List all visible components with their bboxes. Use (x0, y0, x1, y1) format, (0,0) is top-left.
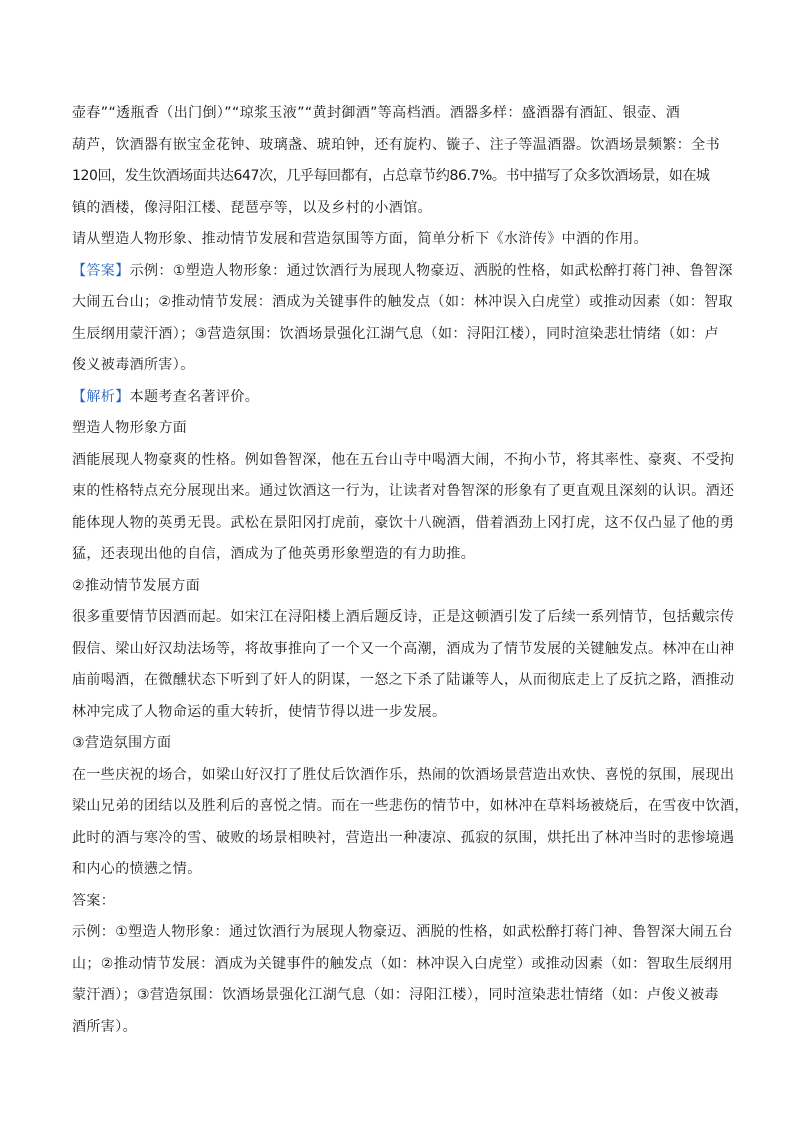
final-answer-label: 答案： (72, 892, 116, 909)
final-answer-line: 蒙汗酒）；③营造氛围：饮酒场景强化江湖气息（如：浔阳江楼），同时渲染悲壮情绪（如：卢俊义被毒 (72, 987, 719, 1003)
intro-line: 壶春”“透瓶香（出门倒）”“琼浆玉液”“黄封御酒”等高档酒。酒器多样：盛酒器有酒缸、银壶、酒 (72, 105, 681, 121)
answer-tag: 【答案】 (72, 262, 130, 279)
question-text: 请从塑造人物形象、推动情节发展和营造氛围等方面，简单分析下《水浒传》中酒的作用。 (72, 231, 648, 247)
section-heading: ②推动情节发展方面 (72, 577, 201, 594)
answer-line (72, 256, 732, 288)
intro-line: 葫芦，饮酒器有嵌宝金花钟、玻璃盏、琥珀钟，还有旋杓、镟子、注子等温酒器。饮酒场景频繁：全书 (72, 136, 720, 153)
paragraph-line: 此时的酒与寒冷的雪、破败的场景相映衬，营造出一种凄凉、孤寂的氛围，烘托出了林冲当时的悲惨境遇 (72, 829, 735, 846)
final-answer-line: 示例：①塑造人物形象：通过饮酒行为展现人物豪迈、洒脱的性格，如武松醉打蒋门神、鲁智深大闹五台 (72, 924, 733, 940)
paragraph-line: 梁山兄弟的团结以及胜利后的喜悦之情。而在一些悲伤的情节中，如林冲在草料场被烧后，在雪夜中饮酒， (72, 798, 749, 814)
paragraph-line: 和内心的愤懑之情。 (72, 861, 202, 877)
analysis-tag: 【解析】 (72, 388, 130, 405)
section-heading: ③营造氛围方面 (72, 735, 172, 751)
answer-text: 示例：①塑造人物形象：通过饮酒行为展现人物豪迈、洒脱的性格，如武松醉打蒋门神、鲁智深 (129, 262, 733, 279)
paragraph-line: 假信、梁山好汉劫法场等，将故事推向了一个又一个高潮，酒成为了情节发展的关键触发点。林冲在山神 (72, 640, 735, 657)
answer-line: 生辰纲用蒙汗酒）；③营造氛围：饮酒场景强化江湖气息（如：浔阳江楼），同时渲染悲壮情绪（如：卢 (72, 325, 719, 342)
paragraph-line: 庙前喝酒，在微醺状态下听到了奸人的阴谋，一怒之下杀了陆谦等人，从而彻底走上了反抗之路，酒推动 (72, 672, 735, 688)
paragraph-line: 在一些庆祝的场合，如梁山好汉打了胜仗后饮酒作乐，热闹的饮酒场景营造出欢快、喜悦的氛围，展现出 (72, 766, 735, 783)
paragraph-line: 很多重要情节因酒而起。如宋江在浔阳楼上酒后题反诗，正是这顿酒引发了后续一系列情节，包括戴宗传 (72, 609, 735, 625)
answer-line: 大闹五台山；②推动情节发展：酒成为关键事件的触发点（如：林冲误入白虎堂）或推动因素（如：智取 (72, 294, 733, 310)
final-answer-line: 酒所害）。 (72, 1018, 137, 1035)
paragraph-line: 能体现人物的英勇无畏。武松在景阳冈打虎前，豪饮十八碗酒，借着酒劲上冈打虎，这不仅凸显了他的勇 (72, 514, 735, 531)
paragraph-line: 林冲完成了人物命运的重大转折，使情节得以进一步发展。 (72, 703, 447, 720)
answer-line: 俊义被毒酒所害）。 (72, 357, 195, 373)
section-heading: 塑造人物形象方面 (72, 420, 188, 436)
analysis-line (72, 382, 732, 414)
intro-line: 120回，发生饮酒场面共达647次，几乎每回都有，占总章节约86.7%。书中描写了众多饮酒场景，如在城 (72, 168, 710, 184)
paragraph-line: 束的性格特点充分展现出来。通过饮酒这一行为，让读者对鲁智深的形象有了更直观且深刻的认识。酒还 (72, 483, 735, 499)
intro-line: 镇的酒楼，像浔阳江楼、琵琶亭等，以及乡村的小酒馆。 (72, 199, 432, 216)
document-page (72, 98, 749, 1043)
final-answer-line: 山；②推动情节发展：酒成为关键事件的触发点（如：林冲误入白虎堂）或推动因素（如：智取生辰纲用 (72, 955, 733, 972)
paragraph-line: 酒能展现人物豪爽的性格。例如鲁智深，他在五台山寺中喝酒大闹，不拘小节，将其率性、豪爽、不受拘 (72, 451, 735, 468)
paragraph-line: 猛，还表现出他的自信，酒成为了他英勇形象塑造的有力助推。 (72, 546, 476, 562)
analysis-text: 本题考查名著评价。 (129, 388, 260, 405)
